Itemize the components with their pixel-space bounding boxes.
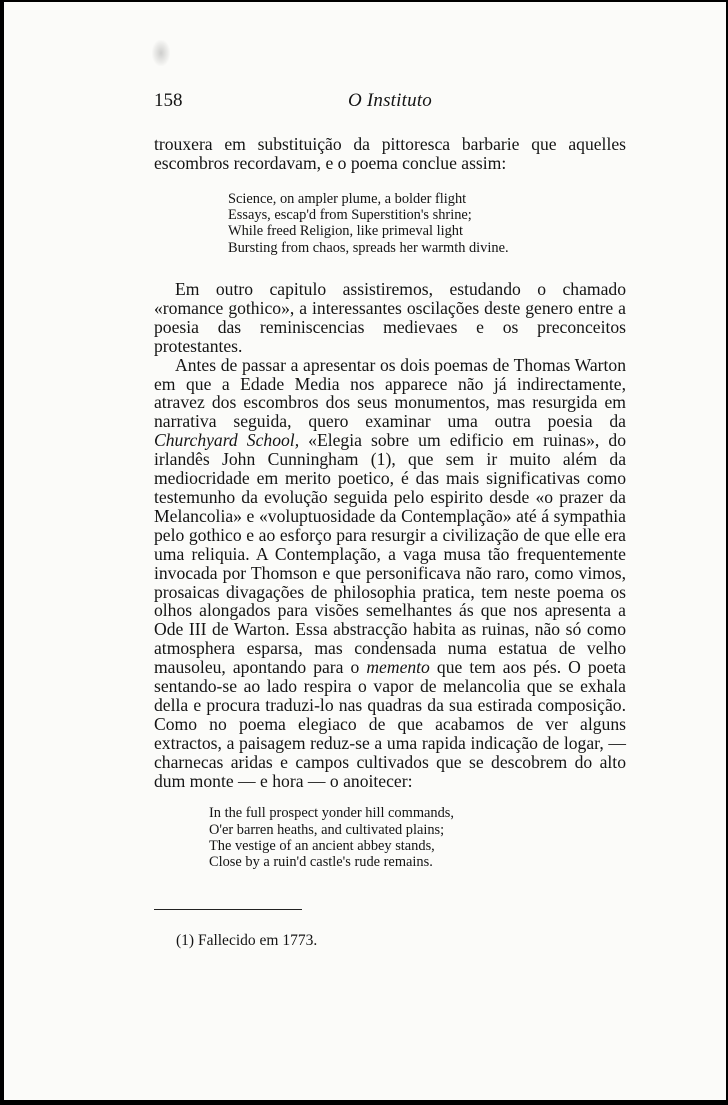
verse-line: Essays, escap'd from Superstition's shrine; — [228, 207, 472, 224]
italic-term-memento: memento — [366, 657, 430, 678]
page-body — [154, 135, 626, 871]
paragraph-text: Antes de passar a apresentar os dois poemas de Thomas Warton em que a Edade Media nos apparece não já indirectamente, atravez dos escombros dos seus monumentos, mas resurgida em narrativa seguida, quero examinar uma outra poesia da — [154, 354, 626, 432]
verse-quotation-1 — [228, 191, 626, 256]
paragraph-cunningham — [154, 356, 626, 791]
running-title: O Instituto — [347, 90, 432, 111]
verse-line: Science, on ampler plume, a bolder flight — [228, 190, 467, 207]
print-smudge — [152, 40, 170, 66]
paragraph-text: que tem aos pés. O poeta sentando-se ao lado respira o vapor de melancolia que se exhala della e procura traduzi-lo nas quadras da sua estirada composição. Como no poema elegiaco de que acabamos de ver alguns extractos, a paisagem reduz-se a uma rapida indicação de logar, — charnecas aridas e campos cultivados que se descobrem do alto dum monte — e hora — o anoitecer: — [154, 657, 626, 791]
verse-line: The vestige of an ancient abbey stands, — [209, 838, 435, 855]
italic-term-churchyard-school: Churchyard School, — [154, 430, 300, 451]
verse-quotation-2 — [209, 805, 626, 870]
verse-line: O'er barren heaths, and cultivated plains; — [209, 821, 445, 838]
footnote-divider — [154, 909, 302, 910]
paragraph-romance-gothico: Em outro capitulo assistiremos, estudando o chamado «romance gothico», a interessantes oscilações deste genero entre a poesia das reminiscencias medievaes e os preconceitos protestantes. — [154, 279, 626, 356]
page-number: 158 — [154, 90, 183, 111]
page-header — [154, 90, 626, 116]
verse-line: Bursting from chaos, spreads her warmth divine. — [228, 239, 509, 256]
paragraph-continuation: trouxera em substituição da pittoresca barbarie que aquelles escombros recordavam, e o poema conclue assim: — [154, 134, 626, 173]
verse-line: Close by a ruin'd castle's rude remains. — [209, 854, 433, 871]
verse-line: While freed Religion, like primeval light — [228, 223, 463, 240]
paragraph-text: «Elegia sobre um edificio em ruinas», do irlandês John Cunningham (1), que sem ir muito além da mediocridade em merito poetico, é das mais significativas como testemunho da evolução seguida pelo espirito desde «o prazer da Melancolia» e «voluptuosidade da Contemplação» até á sympathia pelo gothico e ao esforço para resurgir a civilização de que elle era uma reliquia. A Contemplação, a vaga musa tão frequentemente invocada por Thomson e que personificava não raro, como vimos, prosaicas divagações de philosophia pratica, tem neste poema os olhos alongados para visões semelhantes ás que nos apresenta a Ode III de Warton. Essa abstracção habita as ruinas, não só como atmosphera esparsa, mas condensada numa estatua de velho mausoleu, apontando para o — [154, 430, 626, 678]
verse-line: In the full prospect yonder hill commands, — [209, 805, 454, 822]
footnote: (1) Fallecido em 1773. — [176, 932, 318, 949]
